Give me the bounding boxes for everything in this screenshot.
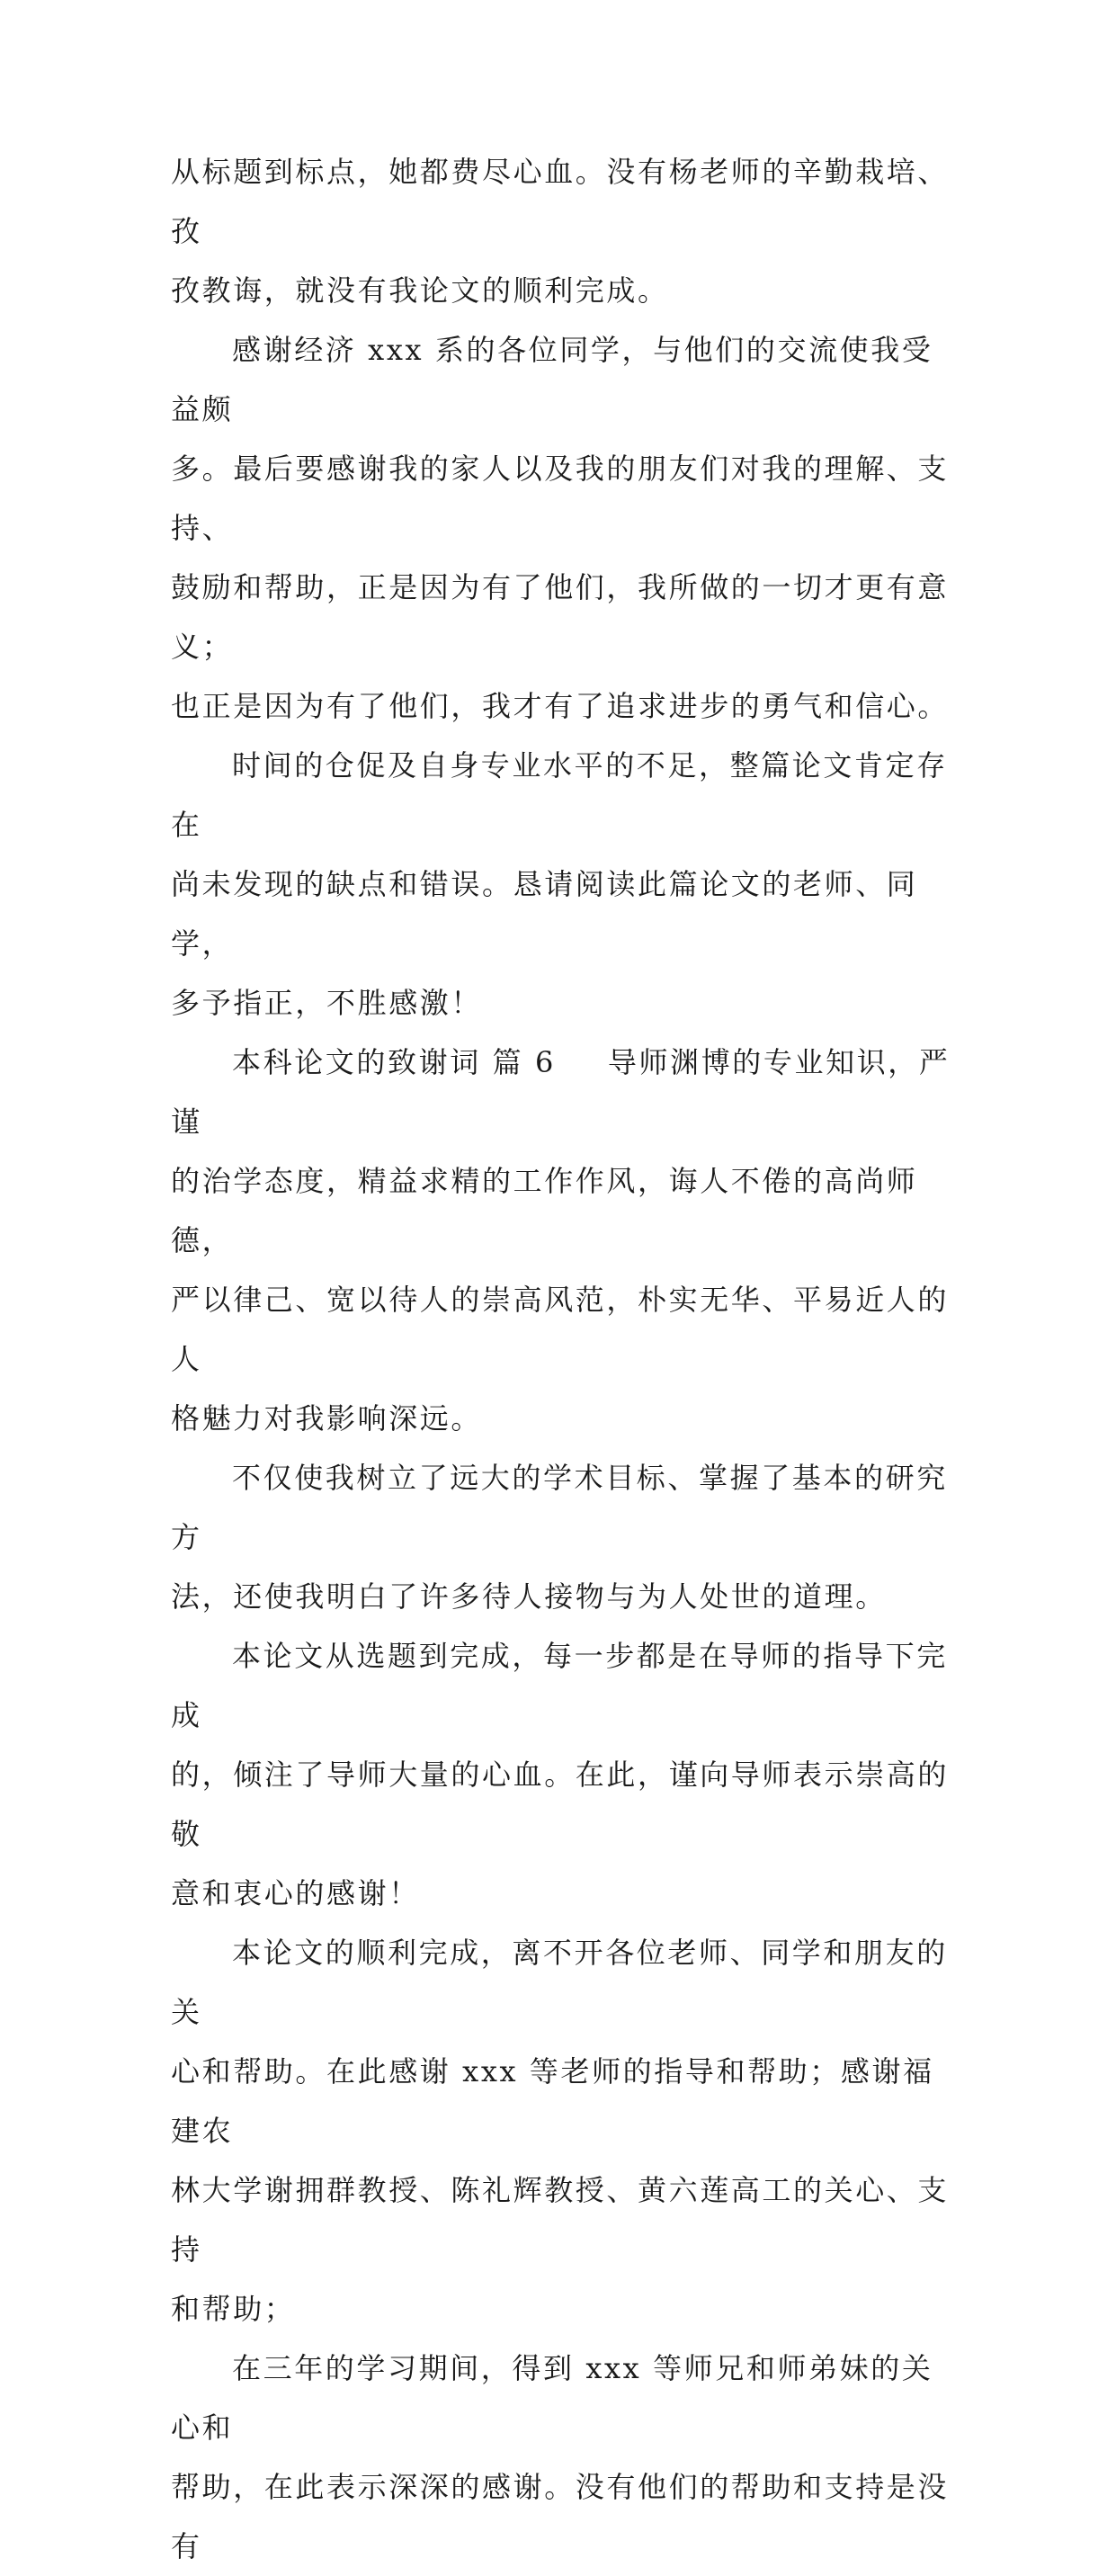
paragraph <box>171 142 953 320</box>
text-line: 也正是因为有了他们，我才有了追求进步的勇气和信心。 <box>171 689 950 723</box>
paragraph <box>171 736 953 1033</box>
text-line: 导师渊博的专业知识，严谨 <box>171 1045 951 1139</box>
text-line: 多。最后要感谢我的家人以及我的朋友们对我的理解、支持、 <box>171 452 950 545</box>
text-line: 感谢经济 xxx 系的各位同学，与他们的交流使我受益颇 <box>171 333 933 426</box>
text-line: 的治学态度，精益求精的工作作风，诲人不倦的高尚师德， <box>171 1164 918 1257</box>
text-line: 多予指正，不胜感激！ <box>171 986 483 1020</box>
paragraph <box>171 2339 953 2576</box>
text-line: 和帮助； <box>171 2292 296 2326</box>
paragraph <box>171 1923 953 2339</box>
text-line: 法，还使我明白了许多待人接物与为人处世的道理。 <box>171 1579 887 1614</box>
text-line: 尚未发现的缺点和错误。恳请阅读此篇论文的老师、同学， <box>171 867 918 961</box>
text-line: 从标题到标点，她都费尽心血。没有杨老师的辛勤栽培、孜 <box>171 155 950 248</box>
text-line: 帮助，在此表示深深的感谢。没有他们的帮助和支持是没有 <box>171 2470 950 2563</box>
paragraph <box>171 320 953 736</box>
paragraph <box>171 1448 953 1626</box>
section-heading: 本科论文的致谢词 篇 6 <box>232 1045 556 1079</box>
text-line: 时间的仓促及自身专业水平的不足，整篇论文肯定存在 <box>171 748 948 842</box>
text-line: 的，倾注了导师大量的心血。在此，谨向导师表示崇高的敬 <box>171 1758 950 1851</box>
text-line: 本论文从选题到完成，每一步都是在导师的指导下完成 <box>171 1639 948 1732</box>
text-line: 林大学谢拥群教授、陈礼辉教授、黄六莲高工的关心、支持 <box>171 2173 950 2267</box>
text-line: 孜教诲，就没有我论文的顺利完成。 <box>171 273 669 308</box>
text-line: 意和衷心的感谢！ <box>171 1876 420 1910</box>
text-line: 不仅使我树立了远大的学术目标、掌握了基本的研究方 <box>171 1461 948 1554</box>
text-line: 严以律己、宽以待人的崇高风范，朴实无华、平易近人的人 <box>171 1283 950 1376</box>
text-line: 在三年的学习期间，得到 xxx 等师兄和师弟妹的关心和 <box>171 2351 933 2445</box>
paragraph <box>171 1033 953 1448</box>
text-line: 鼓励和帮助，正是因为有了他们，我所做的一切才更有意义； <box>171 570 950 664</box>
text-line: 格魅力对我影响深远。 <box>171 1401 483 1436</box>
paragraph <box>171 1626 953 1923</box>
document-body <box>171 142 953 2576</box>
text-line: 本论文的顺利完成，离不开各位老师、同学和朋友的关 <box>171 1936 948 2029</box>
text-line: 心和帮助。在此感谢 xxx 等老师的指导和帮助；感谢福建农 <box>171 2054 934 2148</box>
